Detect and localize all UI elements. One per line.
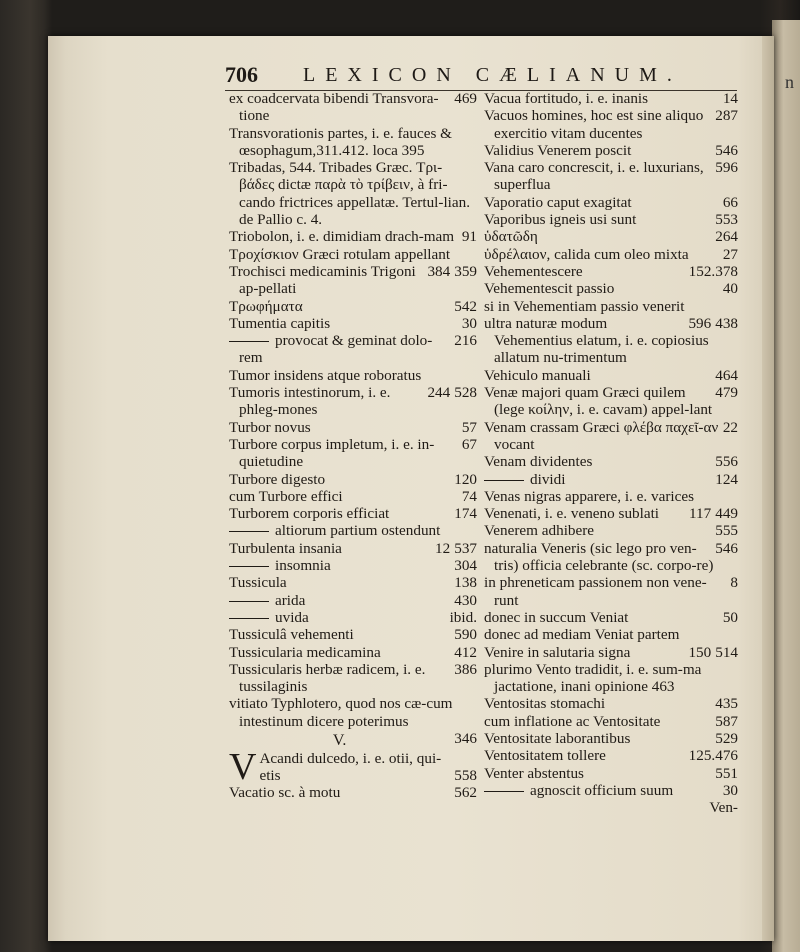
page-reference: 542 bbox=[454, 297, 477, 315]
index-entry bbox=[229, 246, 477, 263]
page-reference: 244 bbox=[427, 384, 451, 402]
entry-text: agnoscit officium suum bbox=[484, 782, 673, 799]
page-reference: 22 bbox=[722, 418, 738, 436]
index-entry bbox=[229, 522, 477, 539]
index-entry bbox=[229, 332, 477, 367]
entry-text: Validius Venerem poscit bbox=[484, 141, 632, 159]
page-reference: 479 bbox=[715, 384, 738, 402]
index-entry bbox=[484, 246, 738, 263]
entry-text: Vana caro concrescit, i. e. luxurians, superflua bbox=[484, 159, 704, 194]
page-reference: 438 bbox=[715, 314, 738, 332]
page-reference: 14 bbox=[722, 90, 738, 107]
page-reference: 216 bbox=[454, 332, 477, 350]
index-entry bbox=[229, 315, 477, 332]
page-reference: 117 bbox=[689, 505, 712, 523]
page-reference: 359 bbox=[454, 262, 477, 280]
entry-text: Venter abstentus bbox=[484, 764, 584, 782]
page-reference: 30 bbox=[461, 314, 477, 332]
index-entry bbox=[484, 644, 738, 661]
page-reference: 596 bbox=[715, 159, 738, 177]
index-entry bbox=[484, 695, 738, 712]
page-reference: 125.476 bbox=[688, 747, 738, 765]
entry-text: dividi bbox=[484, 471, 565, 488]
index-entry bbox=[229, 471, 477, 488]
facing-page-edge bbox=[772, 20, 800, 952]
index-entry bbox=[484, 626, 738, 643]
entry-text: vitiato Typhlotero, quod nos cæ-cum intestinum dicere poterimus bbox=[229, 695, 453, 730]
index-entry bbox=[484, 488, 738, 505]
drop-cap-entry bbox=[229, 745, 477, 788]
entry-text: provocat & geminat dolo-rem bbox=[229, 332, 432, 366]
index-entry bbox=[484, 713, 738, 730]
index-entry bbox=[229, 540, 477, 557]
index-entry bbox=[229, 644, 477, 661]
page-reference: 555 bbox=[715, 522, 738, 540]
entry-text: naturalia Veneris (sic lego pro ven-tris) officia celebrante (sc. corpo-re) bbox=[484, 539, 714, 575]
entry-text: Venerem adhibere bbox=[484, 522, 595, 540]
page-reference: 138 bbox=[454, 574, 477, 592]
index-entry bbox=[484, 159, 738, 194]
page-reference: 412 bbox=[454, 643, 477, 661]
drop-cap-letter: V bbox=[229, 745, 257, 788]
entry-text: Tussiculâ vehementi bbox=[229, 626, 354, 644]
index-entry bbox=[484, 522, 738, 539]
entry-text: cum Turbore effici bbox=[229, 487, 343, 505]
index-entry bbox=[484, 90, 738, 107]
entry-text: Triobolon, i. e. dimidiam drach-mam bbox=[229, 228, 455, 246]
entry-text: Tussicula bbox=[229, 574, 287, 592]
entry-text: Acandi dulcedo, i. e. otii, qui-etis bbox=[259, 749, 442, 784]
index-entry bbox=[484, 280, 738, 297]
entry-text: Vehiculo manuali bbox=[484, 366, 591, 384]
page-reference: 386 bbox=[454, 660, 477, 678]
index-entry bbox=[229, 436, 477, 471]
entry-text: si in Vehementiam passio venerit bbox=[484, 297, 685, 315]
page-reference: 91 bbox=[461, 228, 477, 246]
index-entry bbox=[484, 194, 738, 211]
index-entry bbox=[484, 298, 738, 315]
page-reference: 553 bbox=[715, 211, 738, 229]
page-reference: 66 bbox=[722, 193, 738, 211]
entry-text: ὑδρέλαιον, calida cum oleo mixta bbox=[484, 245, 689, 263]
entry-text: Tribadas, 544. Tribades Græc. Τρι-βάδες dictæ παρὰ τὸ τρίβειν, à fri-cando frictrices appellatæ. Tertul-lian. de Pallio c. 4. bbox=[229, 159, 471, 229]
index-entry bbox=[229, 228, 477, 245]
index-entry bbox=[484, 471, 738, 488]
page-reference: 264 bbox=[715, 228, 738, 246]
entry-text: Turbore corpus impletum, i. e. in-quietudine bbox=[229, 435, 435, 471]
page-reference: 287 bbox=[715, 107, 738, 125]
running-title: LEXICON CÆLIANUM. bbox=[303, 64, 682, 86]
index-entry bbox=[484, 142, 738, 159]
entry-text: Venenati, i. e. veneno sublati bbox=[484, 505, 660, 523]
page-reference: 558 bbox=[454, 766, 477, 784]
page-reference: 546 bbox=[715, 539, 738, 557]
page-reference: 464 bbox=[715, 366, 738, 384]
entry-text: Venam crassam Græci φλέβα παχεῖ-αν vocant bbox=[484, 418, 719, 453]
page-reference: 529 bbox=[715, 729, 738, 747]
entry-text: cum inflatione ac Ventositate bbox=[484, 712, 661, 730]
page-reference: 449 bbox=[715, 505, 738, 523]
section-heading: V. bbox=[332, 731, 347, 749]
index-entry bbox=[229, 784, 477, 801]
page-reference: 514 bbox=[715, 643, 738, 661]
entry-text: Vehementescit passio bbox=[484, 280, 615, 298]
index-entry bbox=[229, 505, 477, 522]
index-entry bbox=[229, 384, 477, 419]
entry-text: Vacatio sc. à motu bbox=[229, 783, 341, 801]
entry-text: ex coadcervata bibendi Transvora-tione bbox=[229, 90, 439, 125]
entry-text: Vaporatio caput exagitat bbox=[484, 193, 632, 211]
index-entry bbox=[484, 453, 738, 470]
index-entry bbox=[484, 782, 738, 799]
entry-text: Tussicularis herbæ radicem, i. e. tussilaginis bbox=[229, 660, 426, 696]
index-entry bbox=[484, 228, 738, 245]
entry-text: Turborem corporis efficiat bbox=[229, 505, 390, 523]
index-entry bbox=[229, 592, 477, 609]
page-reference: 537 bbox=[454, 539, 477, 557]
facing-page-letter: n bbox=[785, 72, 794, 92]
page-gutter bbox=[762, 36, 774, 941]
index-entry bbox=[229, 298, 477, 315]
page-reference: 150 bbox=[688, 643, 712, 661]
entry-text: Turbulenta insania bbox=[229, 539, 342, 557]
entry-text: Vacua fortitudo, i. e. inanis bbox=[484, 90, 649, 107]
entry-text: Venæ majori quam Græci quilem (lege κοίλην, i. e. cavam) appel-lant bbox=[484, 384, 713, 419]
index-entry bbox=[484, 107, 738, 142]
entry-text: Ventositas stomachi bbox=[484, 695, 606, 713]
index-entry bbox=[484, 263, 738, 280]
entry-text: Tumoris intestinorum, i. e. phleg-mones bbox=[229, 384, 391, 419]
page-reference: 551 bbox=[715, 764, 738, 782]
index-entry bbox=[484, 419, 738, 454]
page-reference: 430 bbox=[454, 591, 477, 609]
index-entry bbox=[229, 661, 477, 696]
index-entry bbox=[229, 367, 477, 384]
index-entry bbox=[484, 730, 738, 747]
page-reference: 74 bbox=[461, 487, 477, 505]
entry-text: Vacuos homines, hoc est sine aliquo exercitio vitam ducentes bbox=[484, 107, 704, 142]
index-entry bbox=[229, 557, 477, 574]
page-number: 706 bbox=[225, 62, 258, 87]
index-entry bbox=[484, 505, 738, 522]
entry-text: Venire in salutaria signa bbox=[484, 643, 631, 661]
page-reference: Ven- bbox=[709, 799, 738, 817]
index-entry bbox=[484, 211, 738, 228]
index-entry bbox=[484, 367, 738, 384]
entry-text: uvida bbox=[229, 609, 309, 626]
entry-text: Venam dividentes bbox=[484, 453, 593, 471]
entry-text: arida bbox=[229, 592, 305, 609]
page-reference: 30 bbox=[722, 781, 738, 799]
page-reference: 120 bbox=[454, 470, 477, 488]
index-entry bbox=[484, 315, 738, 367]
index-entry bbox=[484, 609, 738, 626]
index-entry bbox=[484, 747, 738, 764]
index-entry bbox=[229, 263, 477, 298]
page-reference: 152.378 bbox=[688, 262, 738, 280]
index-entry bbox=[229, 159, 477, 228]
page-reference: 528 bbox=[454, 384, 477, 402]
entry-text: Turbore digesto bbox=[229, 470, 326, 488]
page-reference: 556 bbox=[715, 453, 738, 471]
index-entry bbox=[229, 488, 477, 505]
running-header bbox=[225, 62, 745, 92]
index-entry bbox=[484, 384, 738, 419]
entry-text: Transvorationis partes, i. e. fauces & œsophagum,311.412. loca 395 bbox=[229, 124, 452, 159]
entry-text: Tumor insidens atque roboratus bbox=[229, 366, 422, 384]
page-reference: 546 bbox=[715, 141, 738, 159]
entry-text: Tumentia capitis bbox=[229, 314, 331, 332]
entry-text: donec ad mediam Veniat partem bbox=[484, 626, 680, 644]
entry-text: in phreneticam passionem non vene-runt bbox=[484, 574, 707, 609]
index-entry bbox=[229, 695, 477, 730]
page-reference: 346 bbox=[454, 729, 477, 747]
entry-text: Venas nigras apparere, i. e. varices bbox=[484, 487, 694, 505]
page-reference: 384 bbox=[427, 262, 451, 280]
entry-text: donec in succum Veniat bbox=[484, 608, 629, 626]
index-entry bbox=[484, 574, 738, 609]
entry-text: Vehementescere bbox=[484, 262, 583, 280]
page-reference: 469 bbox=[454, 90, 477, 107]
page-reference: 124 bbox=[715, 470, 738, 488]
entry-text: plurimo Vento tradidit, i. e. sum-ma jactatione, inani opinione 463 bbox=[484, 660, 702, 696]
entry-text: Ventositatem tollere bbox=[484, 747, 606, 765]
entry-text: altiorum partium ostendunt bbox=[229, 522, 440, 539]
index-entry bbox=[484, 765, 738, 782]
page-reference: 27 bbox=[722, 245, 738, 263]
entry-text: Vaporibus igneis usi sunt bbox=[484, 211, 637, 229]
right-column bbox=[484, 90, 738, 816]
entry-text: Trochisci medicaminis Trigoni ap-pellati bbox=[229, 262, 416, 298]
page-reference: ibid. bbox=[449, 608, 477, 626]
page-reference: 40 bbox=[722, 280, 738, 298]
page-reference: 587 bbox=[715, 712, 738, 730]
page-reference: 590 bbox=[454, 626, 477, 644]
left-column bbox=[229, 90, 477, 801]
page-reference: 57 bbox=[461, 418, 477, 436]
entry-text: Τρωφήματα bbox=[229, 297, 303, 315]
page-reference: 435 bbox=[715, 695, 738, 713]
page-reference: 304 bbox=[454, 557, 477, 575]
index-entry bbox=[229, 626, 477, 643]
index-entry bbox=[229, 574, 477, 591]
index-entry bbox=[229, 609, 477, 626]
entry-text: ὑδατῶδη bbox=[484, 228, 538, 246]
page-reference: 562 bbox=[454, 783, 477, 801]
page-reference: 50 bbox=[722, 608, 738, 626]
entry-text: Ventositate laborantibus bbox=[484, 729, 631, 747]
entry-text: insomnia bbox=[229, 557, 331, 574]
index-entry bbox=[229, 125, 477, 160]
index-entry bbox=[484, 540, 738, 575]
index-entry bbox=[229, 90, 477, 125]
entry-text: Τροχίσκιον Græci rotulam appellant bbox=[229, 245, 451, 263]
page-reference: 174 bbox=[454, 505, 477, 523]
index-entry bbox=[229, 419, 477, 436]
index-entry bbox=[484, 661, 738, 696]
entry-text: ultra naturæ modum Vehementius elatum, i. e. copiosius allatum nu-trimentum bbox=[484, 314, 709, 367]
entry-text: Tussicularia medicamina bbox=[229, 643, 381, 661]
page-reference: 596 bbox=[688, 314, 712, 332]
page-reference: 67 bbox=[461, 435, 477, 453]
page-reference: 12 bbox=[435, 539, 451, 557]
entry-text: Turbor novus bbox=[229, 418, 311, 436]
page-reference: 8 bbox=[730, 574, 738, 592]
